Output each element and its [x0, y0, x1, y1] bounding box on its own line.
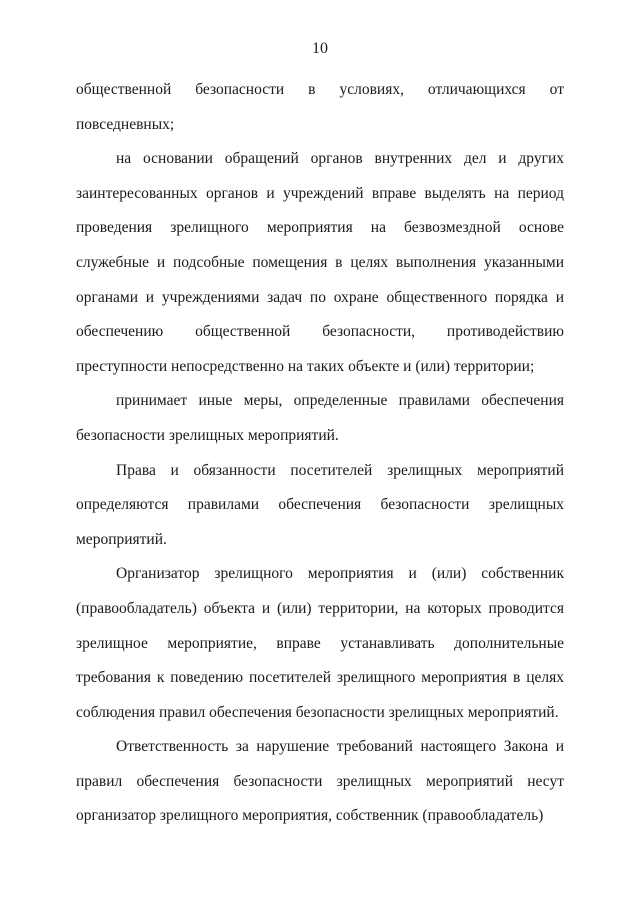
- paragraph-visitor-rights: Права и обязанности посетителей зрелищных мероприятий определяются правилами обеспечения безопасности зрелищных мероприятий.: [76, 461, 564, 548]
- paragraph-other-measures: принимает иные меры, определенные правилами обеспечения безопасности зрелищных мероприятий.: [76, 392, 564, 444]
- paragraph-responsibility: Ответственность за нарушение требований настоящего Закона и правил обеспечения безопасности зрелищных мероприятий несут организатор зрелищного мероприятия, собственник (правообладатель): [76, 738, 564, 825]
- document-body: [76, 73, 564, 834]
- paragraph-public-safety-continuation: общественной безопасности в условиях, отличающихся от повседневных;: [76, 81, 564, 133]
- paragraph-premises-allocation: на основании обращений органов внутренних дел и других заинтересованных органов и учреждений вправе выделять на период проведения зрелищного мероприятия на безвозмездной основе служебные и подсобные помещения в целях выполнения указанными органами и учреждениями задач по охране общественного порядка и обеспечению общественной безопасности, противодействию преступности непосредственно на таких объекте и (или) территории;: [76, 150, 564, 375]
- paragraph-additional-requirements: Организатор зрелищного мероприятия и (или) собственник (правообладатель) объекта и (или) территории, на которых проводится зрелищное мероприятие, вправе устанавливать дополнительные требования к поведению посетителей зрелищного мероприятия в целях соблюдения правил обеспечения безопасности зрелищных мероприятий.: [76, 565, 564, 721]
- page-number: 10: [312, 40, 328, 57]
